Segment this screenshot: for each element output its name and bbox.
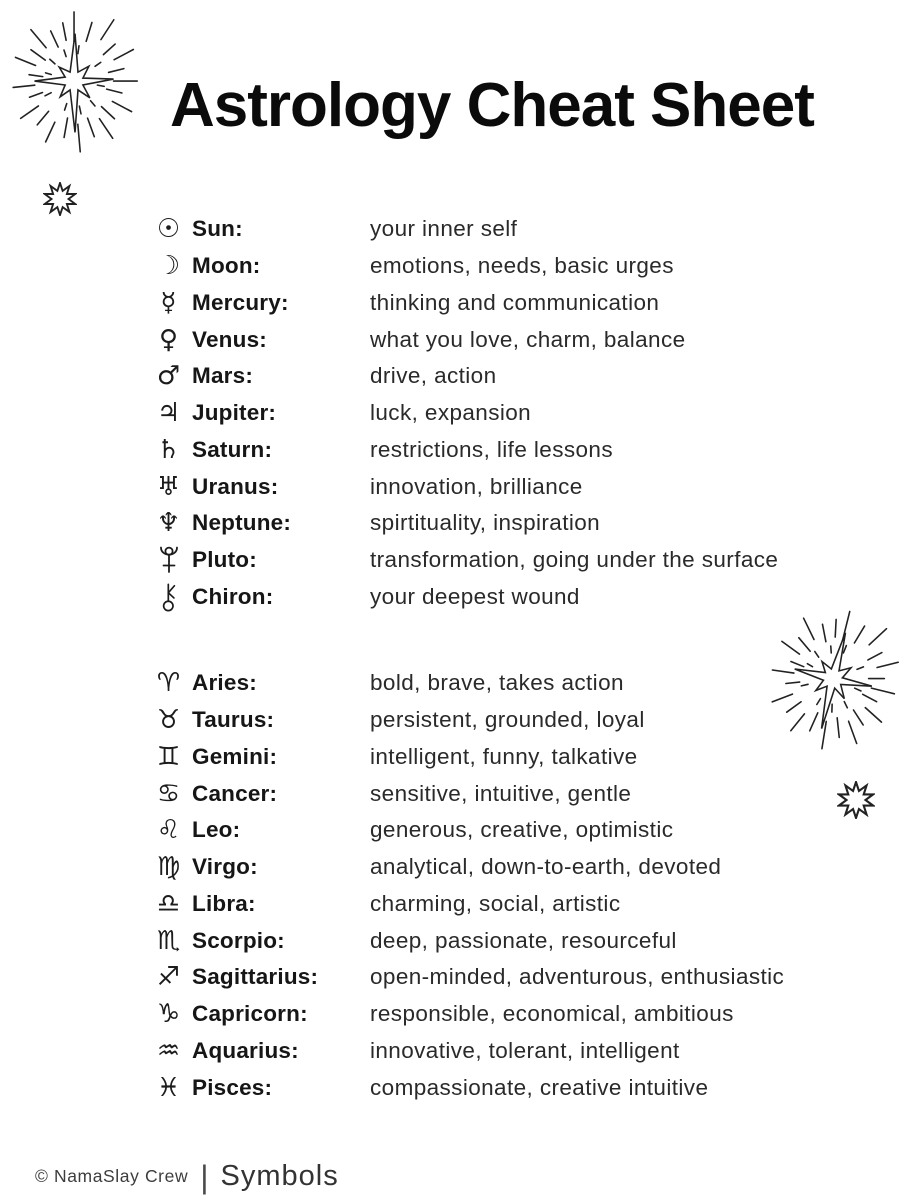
planet-meaning: your inner self xyxy=(370,216,518,242)
pluto-icon xyxy=(145,545,192,575)
spiky-star-small-left-icon xyxy=(43,182,77,216)
sign-row xyxy=(145,775,784,812)
sign-name: Aquarius: xyxy=(192,1037,299,1063)
sign-row xyxy=(145,849,784,886)
sign-row xyxy=(145,996,784,1033)
planet-name: Neptune: xyxy=(192,510,292,536)
mars-icon: ♂ xyxy=(156,361,181,392)
sign-row xyxy=(145,1069,784,1106)
planet-row xyxy=(145,395,778,432)
planet-row xyxy=(145,211,778,248)
sign-meaning: open-minded, adventurous, enthusiastic xyxy=(370,964,785,990)
planet-meaning: drive, action xyxy=(370,363,497,389)
sign-row xyxy=(145,812,784,849)
sign-row xyxy=(145,702,784,739)
sign-row xyxy=(145,959,784,996)
sign-name: Cancer: xyxy=(192,780,278,806)
planet-name: Saturn: xyxy=(192,436,273,462)
planet-row xyxy=(145,505,778,542)
sign-name: Sagittarius: xyxy=(192,964,319,990)
planet-row xyxy=(145,542,778,579)
sign-meaning: compassionate, creative intuitive xyxy=(370,1074,709,1100)
planet-meaning: transformation, going under the surface xyxy=(370,547,779,573)
sign-meaning: persistent, grounded, loyal xyxy=(370,707,645,733)
capricorn-icon: ♑ xyxy=(156,999,181,1030)
sign-meaning: charming, social, artistic xyxy=(370,890,621,916)
planet-meaning: what you love, charm, balance xyxy=(370,326,686,352)
planet-name: Sun: xyxy=(192,216,243,242)
scorpio-icon: ♏ xyxy=(156,925,181,956)
planet-name: Pluto: xyxy=(192,547,257,573)
sign-row xyxy=(145,886,784,923)
pisces-icon: ♓ xyxy=(156,1072,181,1103)
planet-name: Jupiter: xyxy=(192,400,277,426)
zodiac-sign-list xyxy=(145,665,784,1106)
moon-icon: ☽ xyxy=(156,251,181,282)
footer-wordmark: Symbols xyxy=(220,1160,339,1192)
sign-name: Scorpio: xyxy=(192,927,285,953)
planet-row xyxy=(145,432,778,469)
venus-icon: ♀ xyxy=(158,324,179,355)
planet-meaning: your deepest wound xyxy=(370,583,580,609)
jupiter-icon: ♃ xyxy=(156,398,181,429)
sign-name: Gemini: xyxy=(192,743,278,769)
chiron-icon xyxy=(145,582,192,612)
sign-meaning: analytical, down-to-earth, devoted xyxy=(370,854,722,880)
planet-row xyxy=(145,248,778,285)
uranus-icon: ♅ xyxy=(156,471,181,502)
starburst-large-left-icon xyxy=(0,2,156,165)
gemini-icon: ♊ xyxy=(156,741,181,772)
sign-meaning: sensitive, intuitive, gentle xyxy=(370,780,632,806)
planet-meaning: restrictions, life lessons xyxy=(370,436,613,462)
leo-icon: ♌ xyxy=(156,815,181,846)
neptune-icon: ♆ xyxy=(156,508,181,539)
planet-meaning: thinking and communication xyxy=(370,289,660,315)
footer-divider: | xyxy=(200,1158,209,1195)
sign-name: Capricorn: xyxy=(192,1001,308,1027)
cancer-icon: ♋ xyxy=(156,778,181,809)
planet-row xyxy=(145,468,778,505)
taurus-icon: ♉ xyxy=(156,705,181,736)
sign-row xyxy=(145,665,784,702)
sagittarius-icon: ♐ xyxy=(156,962,181,993)
sign-name: Aries: xyxy=(192,670,257,696)
sign-name: Pisces: xyxy=(192,1074,273,1100)
planet-name: Chiron: xyxy=(192,583,274,609)
sign-meaning: generous, creative, optimistic xyxy=(370,817,674,843)
page-title: Astrology Cheat Sheet xyxy=(170,71,814,140)
sign-meaning: bold, brave, takes action xyxy=(370,670,624,696)
planet-name: Venus: xyxy=(192,326,267,352)
sign-meaning: deep, passionate, resourceful xyxy=(370,927,677,953)
aquarius-icon: ♒ xyxy=(156,1035,181,1066)
sun-icon: ☉ xyxy=(156,214,181,245)
planet-name: Mercury: xyxy=(192,289,289,315)
footer xyxy=(35,1160,339,1193)
planet-meaning: innovation, brilliance xyxy=(370,473,583,499)
planet-name: Moon: xyxy=(192,253,261,279)
sign-name: Leo: xyxy=(192,817,241,843)
sign-name: Taurus: xyxy=(192,707,275,733)
planet-list xyxy=(145,211,778,615)
sign-name: Virgo: xyxy=(192,854,258,880)
mercury-icon: ☿ xyxy=(160,287,177,318)
footer-copyright: © NamaSlay Crew xyxy=(35,1166,189,1186)
planet-meaning: spirtituality, inspiration xyxy=(370,510,601,536)
planet-name: Mars: xyxy=(192,363,254,389)
planet-meaning: emotions, needs, basic urges xyxy=(370,253,674,279)
sign-row xyxy=(145,739,784,776)
planet-row xyxy=(145,358,778,395)
sign-meaning: intelligent, funny, talkative xyxy=(370,743,638,769)
planet-row xyxy=(145,579,778,616)
sign-meaning: responsible, economical, ambitious xyxy=(370,1001,734,1027)
sign-row xyxy=(145,922,784,959)
sign-row xyxy=(145,1033,784,1070)
planet-name: Uranus: xyxy=(192,473,279,499)
aries-icon: ♈ xyxy=(156,668,181,699)
planet-row xyxy=(145,321,778,358)
planet-row xyxy=(145,285,778,322)
planet-meaning: luck, expansion xyxy=(370,400,532,426)
virgo-icon: ♍ xyxy=(156,852,181,883)
spiky-star-small-right-icon xyxy=(837,781,875,819)
sign-meaning: innovative, tolerant, intelligent xyxy=(370,1037,680,1063)
sign-name: Libra: xyxy=(192,890,256,916)
libra-icon: ♎ xyxy=(156,888,181,919)
saturn-icon: ♄ xyxy=(156,434,181,465)
